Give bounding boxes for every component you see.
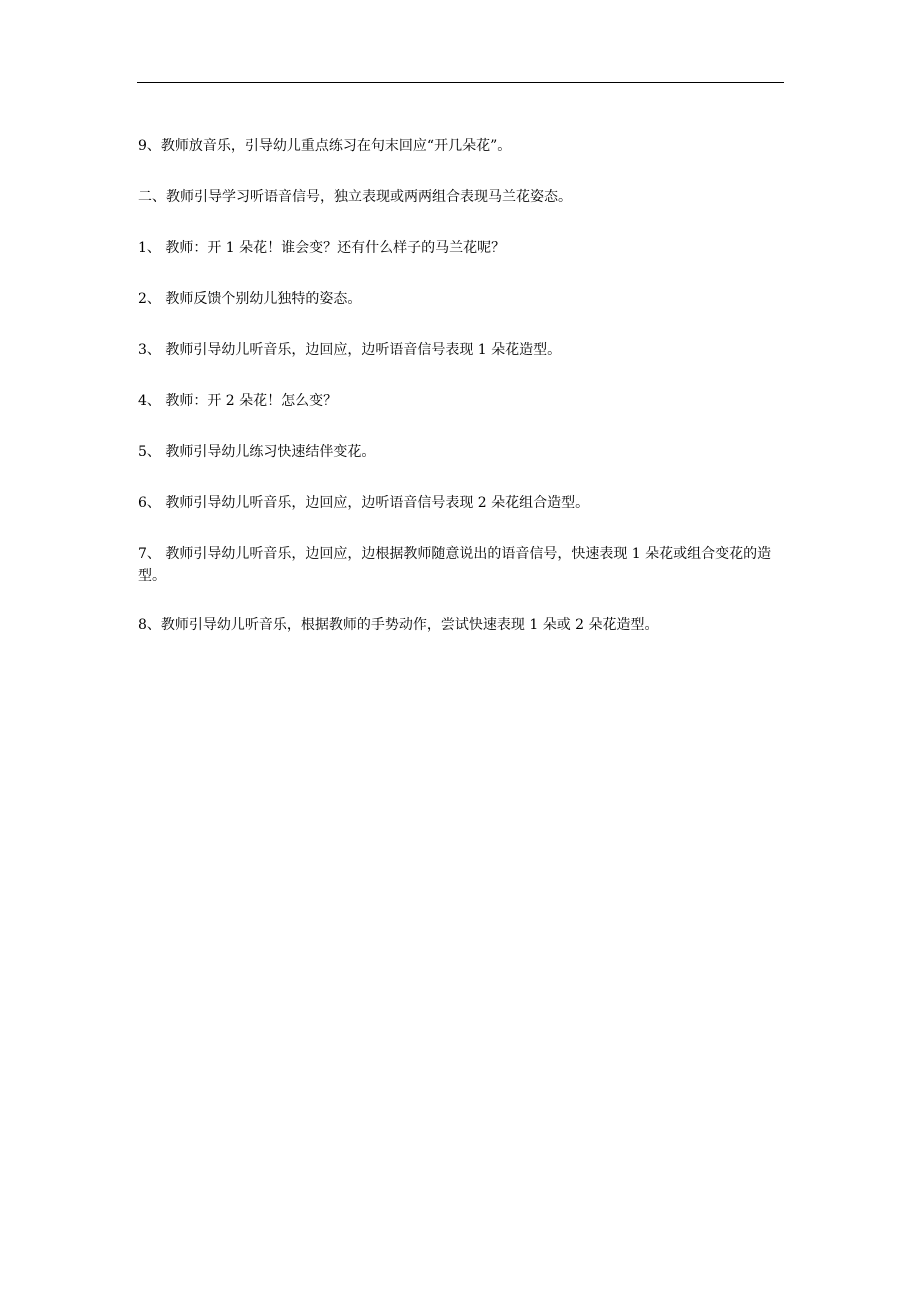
document-body (138, 135, 788, 636)
paragraph-step-3: 3、 教师引导幼儿听音乐，边回应，边听语音信号表现 1 朵花造型。 (138, 342, 562, 358)
paragraph-step-6: 6、 教师引导幼儿听音乐，边回应，边听语音信号表现 2 朵花组合造型。 (138, 495, 590, 511)
paragraph-step-8: 8、教师引导幼儿听音乐，根据教师的手势动作，尝试快速表现 1 朵或 2 朵花造型。 (138, 617, 659, 633)
header-rule (137, 82, 784, 83)
paragraph-step-1: 1、 教师：开 1 朵花！谁会变？还有什么样子的马兰花呢？ (138, 240, 506, 256)
paragraph-step-2: 2、 教师反馈个别幼儿独特的姿态。 (138, 291, 362, 307)
paragraph-step-4: 4、 教师：开 2 朵花！怎么变？ (138, 393, 338, 409)
paragraph-step-5: 5、 教师引导幼儿练习快速结伴变花。 (138, 444, 376, 460)
paragraph-step-9: 9、教师放音乐，引导幼儿重点练习在句末回应“开几朵花”。 (138, 138, 512, 154)
paragraph-step-7: 7、 教师引导幼儿听音乐，边回应，边根据教师随意说出的语音信号，快速表现 1 朵花或组合变花的造型。 (138, 546, 772, 584)
paragraph-section-2-heading: 二、教师引导学习听语音信号，独立表现或两两组合表现马兰花姿态。 (138, 189, 572, 205)
